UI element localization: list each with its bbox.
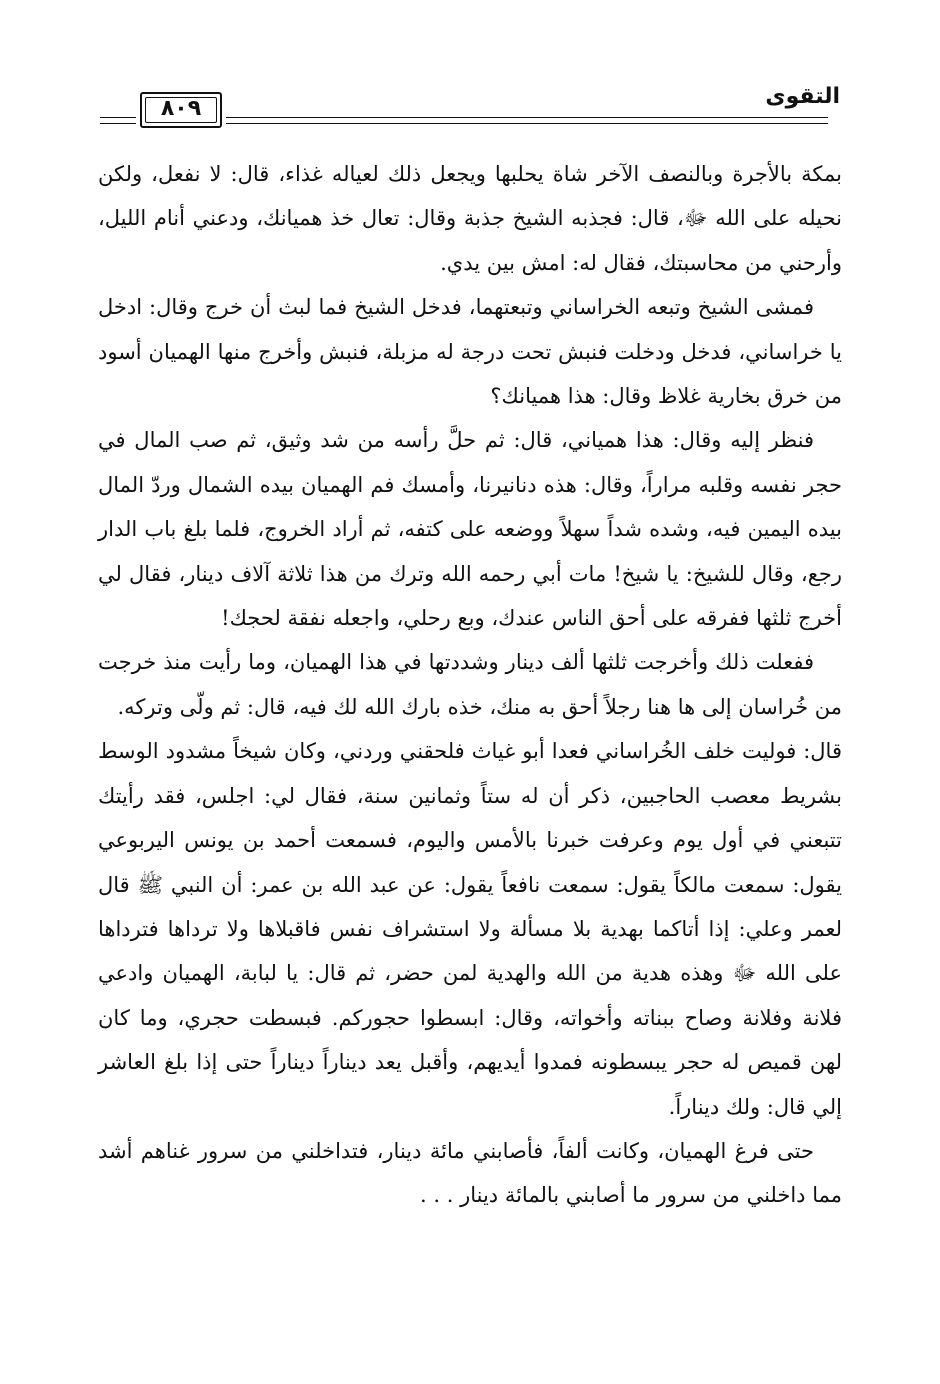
header-rule-left bbox=[100, 117, 136, 124]
page-header bbox=[100, 82, 840, 132]
paragraph-4: ففعلت ذلك وأخرجت ثلثها ألف دينار وشددتها في هذا الهميان، وما رأيت منذ خرجت من خُراسان إلى ها هنا رجلاً أحق به منك، خذه بارك الله لك فيه، قال: ثم ولّى وتركه. bbox=[98, 650, 842, 719]
paragraph-3: فنظر إليه وقال: هذا همياني، قال: ثم حلَّ رأسه من شد وثيق، ثم صب المال في حجر نفسه وقلبه مراراً، وقال: هذه دنانيرنا، وأمسك فم الهميان بيده الشمال وردّ المال بيده اليمين فيه، وشده شداً سهلاً ووضعه على كتفه، ثم أراد الخروج، فلما بلغ باب الدار رجع، وقال للشيخ: يا شيخ! مات أبي رحمه الله وترك من هذا ثلاثة آلاف دينار، فقال لي أخرج ثلثها ففرقه على أحق الناس عندك، وبع رحلي، واجعله نفقة لحجك! bbox=[98, 428, 842, 631]
running-title: التقوى bbox=[765, 84, 840, 109]
paragraph-2: فمشى الشيخ وتبعه الخراساني وتبعتهما، فدخل الشيخ فما لبث أن خرج وقال: ادخل يا خراساني، فدخل ودخلت فنبش تحت درجة له مزبلة، فنبش وأخرج منها الهميان أسود من خرق بخارية غلاظ وقال: هذا هميانك؟ bbox=[98, 295, 842, 409]
page-number-frame bbox=[140, 92, 222, 128]
page-number: ٨٠٩ bbox=[160, 96, 202, 121]
paragraph-1: بمكة بالأجرة وبالنصف الآخر شاة يحلبها ويجعل ذلك لعياله غذاء، قال: لا نفعل، ولكن نحيله على الله ﷻ، قال: فجذبه الشيخ جذبة وقال: تعال خذ هميانك، ودعني أنام الليل، وأرحني من محاسبتك، فقال له: امش بين يدي. bbox=[98, 162, 842, 275]
paragraph-6: حتى فرغ الهميان، وكانت ألفاً، فأصابني مائة دينار، فتداخلني من سرور غناهم أشد مما داخلني من سرور ما أصابني بالمائة دينار . . . bbox=[98, 1138, 842, 1208]
body-text bbox=[98, 152, 842, 1218]
header-rule-right bbox=[226, 117, 828, 124]
paragraph-5: قال: فوليت خلف الخُراساني فعدا أبو غياث فلحقني وردني، وكان شيخاً مشدود الوسط بشريط معصب الحاجبين، ذكر أن له ستاً وثمانين سنة، فقال لي: اجلس، فقد رأيتك تتبعني في أول يوم وعرفت خبرنا بالأمس واليوم، فسمعت أحمد بن يونس اليربوعي يقول: سمعت مالكاً يقول: سمعت نافعاً يقول: عن عبد الله بن عمر: أن النبي ﷺ قال لعمر وعلي: إذا أتاكما بهدية بلا مسألة ولا استشراف نفس فاقبلاها ولا ترداها فترداها على الله ﷻ وهذه هدية من الله والهدية لمن حضر، ثم قال: يا لبابة، الهميان وادعي فلانة وفلانة وصاح ببناته وأخواته، وقال: ابسطوا حجوركم. فبسطت حجري، وما كان لهن قميص له حجر يبسطونه فمدوا أيديهم، وأقبل يعد ديناراً ديناراً حتى إذا بلغ العاشر إلي قال: ولك ديناراً. bbox=[98, 739, 842, 1119]
